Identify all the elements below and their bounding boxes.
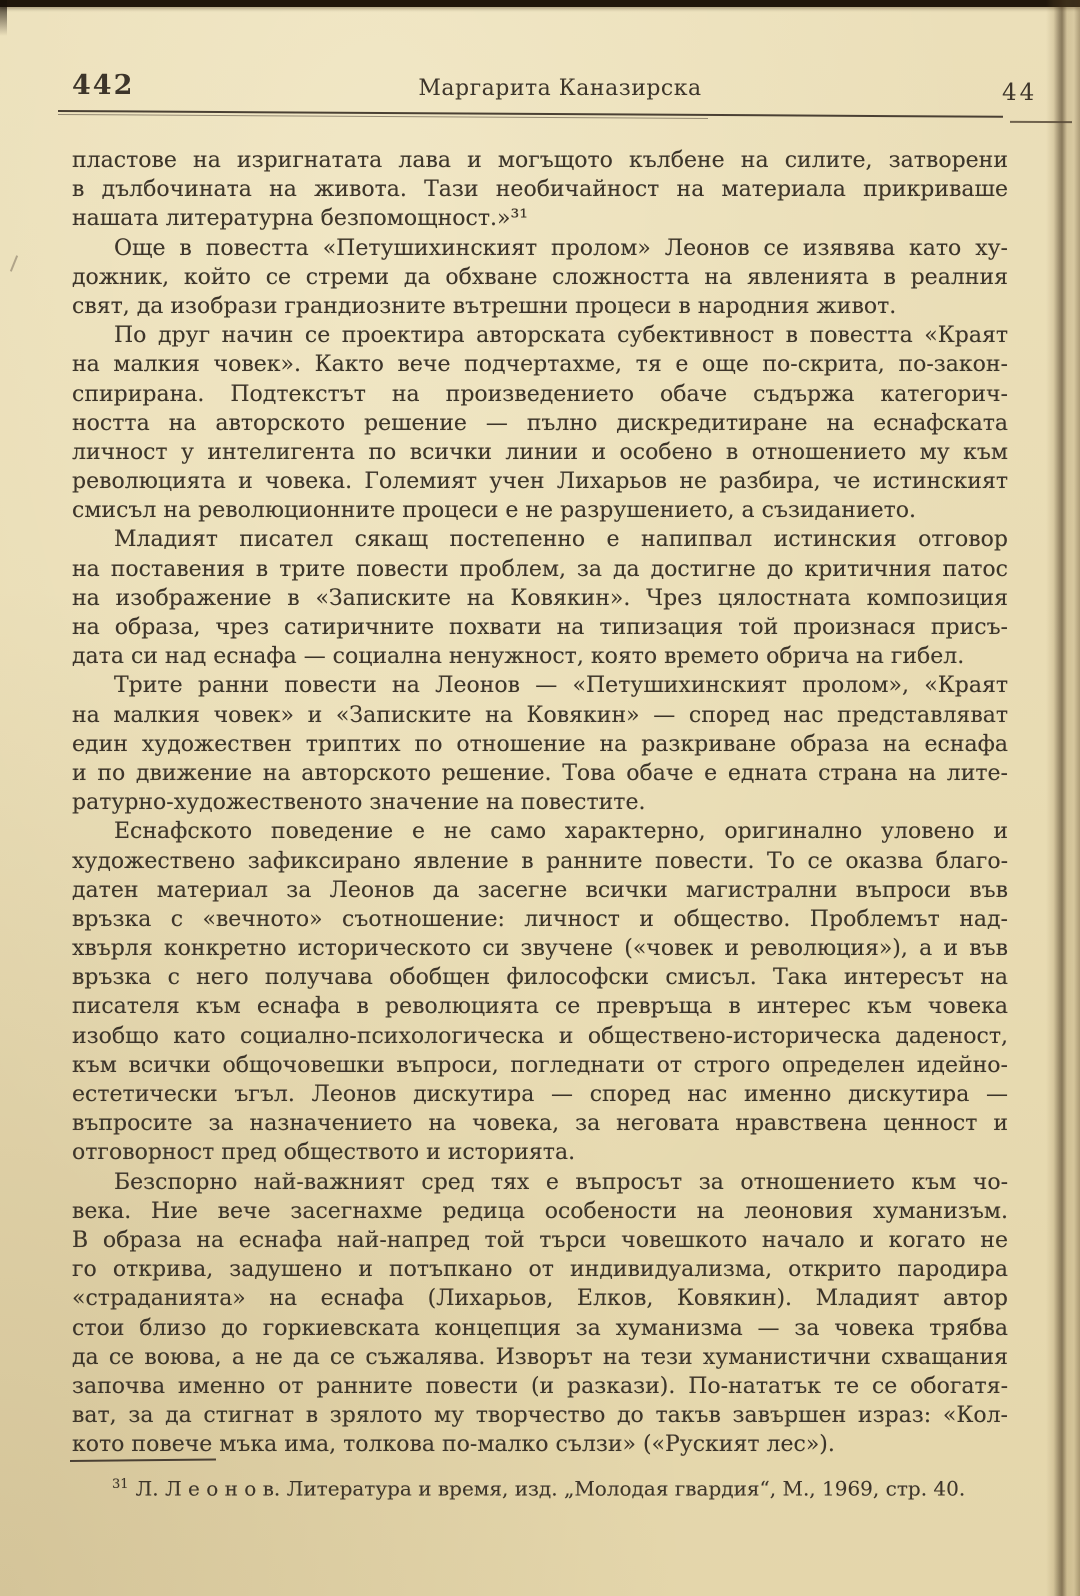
text-line: на малкия човек» и «Записките на Ковякин» — според нас представляват: [72, 702, 1008, 728]
text-line: отговорност пред обществото и историята.: [72, 1140, 576, 1166]
text-line: писателя към еснафа в революцията се превръща в интерес към човека: [72, 994, 1008, 1020]
page-gutter-shadow: [1046, 0, 1080, 1596]
text-line: революцията и човека. Големият учен Лихарьов не разбира, че истинският: [72, 469, 1008, 495]
scan-top-edge: [0, 0, 1080, 7]
adjacent-page-header-rule: [1010, 121, 1072, 123]
footnote-marker: 31: [112, 1477, 129, 1492]
text-line: Еснафското поведение е не само характерно, оригинално уловено и: [114, 819, 1008, 845]
text-line: го открива, задушено и потъпкано от индивидуализма, открито пародира: [72, 1257, 1008, 1283]
text-line: кото повече мъка има, толкова по-малко сълзи» («Руският лес»).: [72, 1432, 835, 1458]
text-line: започва именно от ранните повести (и разкази). По-нататък те се обогатя-: [72, 1373, 1008, 1399]
text-line: на образа, чрез сатиричните похвати на типизация той произнася присъ-: [72, 615, 1008, 640]
text-line: ратурно-художественото значение на повестите.: [72, 790, 646, 816]
text-line: По друг начин се проектира авторската субективност в повестта «Краят: [114, 323, 1008, 349]
text-line: въпросите за назначението на човека, за неговата нравствена ценност и: [72, 1111, 1008, 1137]
text-line: на малкия човек». Както вече подчертахме, тя е още по-скрита, по-закон-: [72, 352, 1008, 378]
pencil-mark: [10, 255, 18, 272]
text-line: дожник, който се стреми да обхване сложността на явленията в реалния: [72, 264, 1008, 290]
text-line: смисъл на революционните процеси е не разрушението, а съзиданието.: [72, 498, 917, 524]
text-line: стои близо до горкиевската концепция за хуманизма — за човека трябва: [72, 1315, 1008, 1341]
adjacent-page-number: 44: [1002, 80, 1038, 106]
text-line: връзка с «вечното» съотношение: личност и общество. Проблемът над-: [72, 906, 1008, 932]
text-line: «страданията» на еснафа (Лихарьов, Елков, Ковякин). Младият автор: [72, 1286, 1008, 1312]
text-line: художествено зафиксирано явление в ранните повести. То се оказва благо-: [72, 848, 1008, 874]
text-line: В образа на еснафа най-напред той търси човешкото начало и когато не: [72, 1227, 1008, 1253]
text-line: да се воюва, а не да се съжалява. Изворът на тези хуманистични схващания: [72, 1344, 1008, 1370]
text-line: ват, за да стигнат в зрялото му творчество до такъв завършен израз: «Кол-: [72, 1403, 1008, 1429]
footnote-separator: [70, 1458, 216, 1462]
text-line: Младият писател сякащ постепенно е напипвал истинския отговор: [114, 527, 1008, 553]
text-line: нашата литературна безпомощност.»³¹: [72, 206, 529, 232]
text-line: хвърля конкретно историческото си звучене («човек и революция»), а и във: [72, 936, 1008, 962]
footnote: [72, 1472, 1048, 1502]
text-line: изобщо като социално-психологическа и обществено-историческа даденост,: [72, 1023, 1008, 1049]
text-line: и по движение на авторското решение. Това обаче е едната страна на лите-: [72, 760, 1008, 786]
scan-corner-shadow: [0, 0, 7, 36]
running-title: Маргарита Каназирска: [418, 76, 702, 101]
text-line: Безспорно най-важният сред тях е въпросът за отношението към чо-: [114, 1169, 1008, 1195]
text-line: личност у интелигента по всички линии и особено в отношението му към: [72, 439, 1008, 465]
text-line: връзка с него получава обобщен философски смисъл. Така интересът на: [72, 965, 1008, 991]
text-line: века. Ние вече засегнахме редица особености на леоновия хуманизъм.: [72, 1198, 1008, 1224]
text-line: свят, да изобрази грандиозните вътрешни процеси в народния живот.: [72, 293, 897, 319]
text-line: дата си над еснафа — социална ненужност, която времето обрича на гибел.: [72, 644, 965, 670]
text-line: Трите ранни повести на Леонов — «Петушихинският пролом», «Краят: [114, 673, 1008, 699]
text-line: към всички общочовешки въпроси, погледнати от строго определен идейно-: [72, 1052, 1008, 1078]
text-line: един художествен триптих по отношение на разкриване образа на еснафа: [72, 731, 1008, 757]
text-line: спирирана. Подтекстът на произведението обаче съдържа категорич-: [72, 381, 1008, 407]
text-line: пластове на изригнатата лава и могъщото кълбене на силите, затворени: [72, 148, 1008, 173]
text-line: датен материал за Леонов да засегне всички магистрални въпроси във: [72, 877, 1008, 903]
body-text: [72, 146, 1008, 1459]
footnote-text: Л. Л е о н о в. Литература и время, изд. „Молодая гвардия“, М., 1969, стр. 40.: [135, 1476, 966, 1501]
text-line: Още в повестта «Петушихинският пролом» Леонов се изявява като ху-: [114, 235, 1008, 261]
text-line: ността на авторското решение — пълно дискредитиране на еснафската: [72, 410, 1008, 436]
page-number: 442: [72, 70, 135, 101]
text-line: в дълбочината на живота. Тази необичайност на материала прикриваше: [72, 177, 1008, 203]
text-line: естетически ъгъл. Леонов дискутира — според нас именно дискутира —: [72, 1082, 1008, 1107]
text-line: на изображение в «Записките на Ковякин». Чрез цялостната композиция: [72, 585, 1008, 611]
text-line: на поставения в трите повести проблем, за да достигне до критичния патос: [72, 556, 1008, 582]
